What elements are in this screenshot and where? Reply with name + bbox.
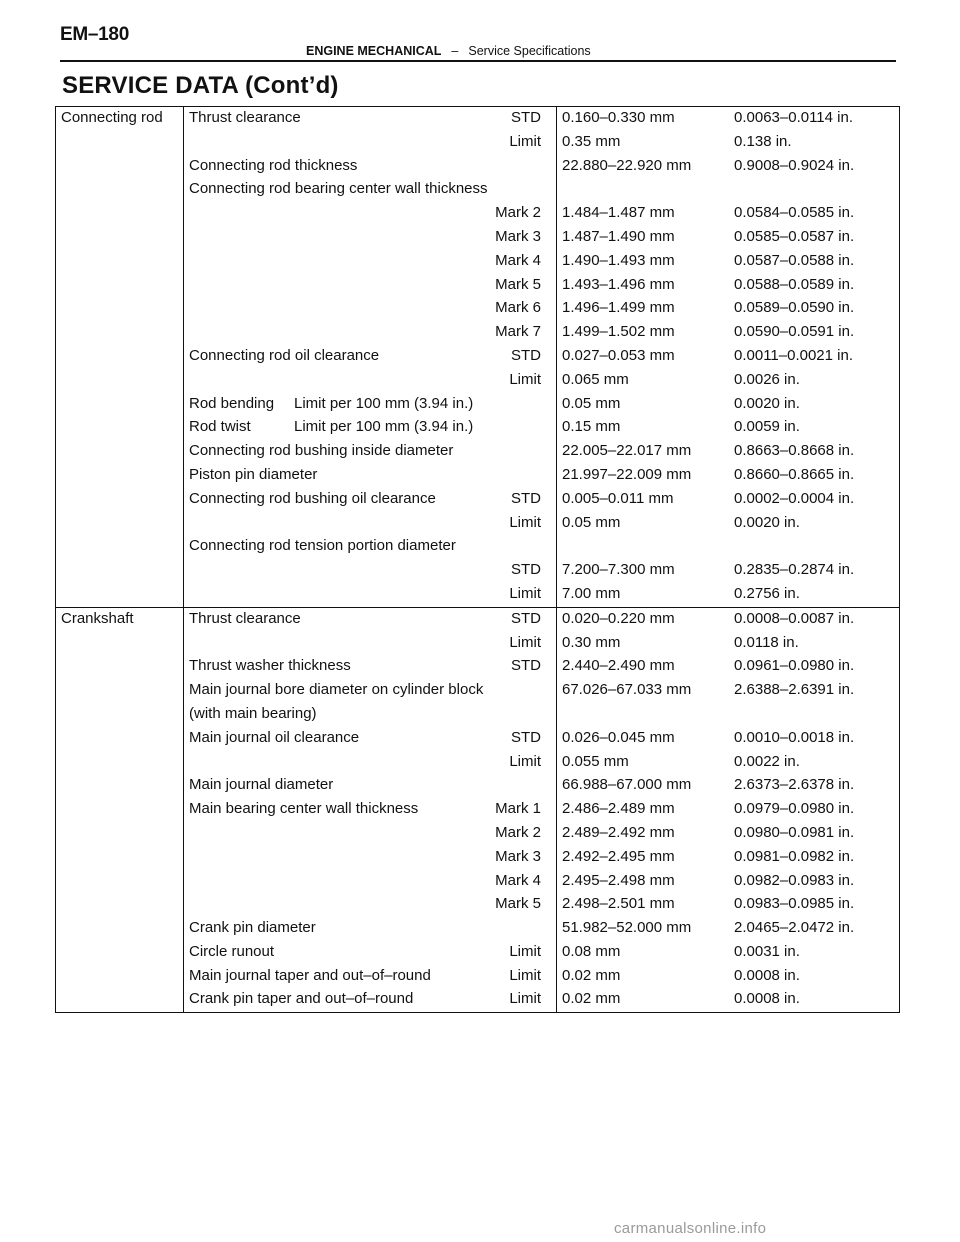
item-label: Thrust clearance [189, 109, 301, 126]
item-qualifier: Limit [509, 990, 541, 1008]
value-row [557, 512, 899, 536]
value-row [557, 917, 899, 941]
item-qualifier: Limit [509, 633, 541, 651]
item-label: Circle runout [189, 942, 275, 960]
value-row [557, 131, 899, 155]
section-category: Connecting rod [56, 107, 184, 607]
value-imperial: 0.0011–0.0021 in. [734, 346, 853, 364]
value-imperial: 0.0980–0.0981 in. [734, 823, 855, 841]
value-imperial: 0.138 in. [734, 132, 792, 150]
table-row [184, 608, 556, 632]
item-label: Thrust washer thickness [189, 657, 351, 675]
table-row [184, 703, 556, 727]
item-qualifier: Limit [509, 752, 541, 770]
value-metric: 51.982–52.000 mm [562, 919, 692, 937]
value-metric: 66.988–67.000 mm [562, 776, 692, 794]
table-row [184, 632, 556, 656]
value-row [557, 559, 899, 583]
table-row [184, 416, 556, 440]
table-row [184, 321, 556, 345]
value-imperial: 0.0982–0.0983 in. [734, 871, 855, 889]
table-row [184, 107, 556, 131]
value-imperial: 0.0584–0.0585 in. [734, 204, 855, 222]
value-metric: 0.027–0.053 mm [562, 346, 675, 364]
value-imperial: 2.6373–2.6378 in. [734, 776, 855, 794]
value-row [557, 798, 899, 822]
item-label: Connecting rod bearing center wall thickness [189, 180, 488, 198]
value-row [557, 583, 899, 607]
value-row [557, 274, 899, 298]
value-metric: 7.00 mm [562, 584, 621, 602]
value-metric: 0.02 mm [562, 990, 621, 1008]
table-row [184, 893, 556, 917]
value-imperial: 2.0465–2.0472 in. [734, 919, 855, 937]
table-row [184, 727, 556, 751]
table-row [184, 297, 556, 321]
value-imperial: 0.0020 in. [734, 394, 800, 412]
item-qualifier: STD [511, 561, 541, 579]
table-row [184, 774, 556, 798]
value-metric: 67.026–67.033 mm [562, 681, 692, 699]
value-metric: 2.495–2.498 mm [562, 871, 675, 889]
value-row [557, 774, 899, 798]
item-sublabel: Limit per 100 mm (3.94 in.) [294, 418, 474, 436]
item-qualifier: STD [511, 609, 541, 627]
table-row [184, 202, 556, 226]
value-imperial: 0.0020 in. [734, 513, 800, 531]
table-row [184, 870, 556, 894]
item-label: Connecting rod thickness [189, 156, 358, 174]
value-row [557, 155, 899, 179]
value-metric: 1.496–1.499 mm [562, 299, 675, 317]
item-qualifier: Mark 7 [495, 323, 541, 341]
value-metric: 21.997–22.009 mm [562, 465, 692, 483]
value-imperial: 0.0961–0.0980 in. [734, 657, 855, 675]
value-imperial: 0.0118 in. [734, 633, 799, 651]
header-separator: – [451, 44, 459, 58]
value-metric: 2.489–2.492 mm [562, 823, 675, 841]
table-row [184, 679, 556, 703]
value-metric: 0.05 mm [562, 394, 621, 412]
value-imperial: 0.0059 in. [734, 418, 800, 436]
item-label: Piston pin diameter [189, 465, 318, 483]
value-metric: 0.02 mm [562, 966, 621, 984]
value-imperial: 0.0589–0.0590 in. [734, 299, 855, 317]
value-metric: 22.005–22.017 mm [562, 442, 692, 460]
value-imperial: 0.0979–0.0980 in. [734, 800, 855, 818]
value-imperial: 0.0585–0.0587 in. [734, 227, 855, 245]
value-imperial: 0.0022 in. [734, 752, 800, 770]
table-row [184, 155, 556, 179]
page-title: SERVICE DATA (Cont’d) [62, 72, 339, 99]
item-qualifier: Mark 1 [495, 800, 541, 818]
value-metric: 0.055 mm [562, 752, 629, 770]
value-row [557, 941, 899, 965]
value-row [557, 703, 899, 727]
value-row [557, 107, 899, 131]
value-row [557, 965, 899, 989]
table-row [184, 559, 556, 583]
value-imperial: 0.0008 in. [734, 966, 800, 984]
value-imperial: 0.0010–0.0018 in. [734, 728, 855, 746]
item-qualifier: Limit [509, 513, 541, 531]
item-qualifier: STD [511, 109, 541, 126]
page-number: EM–180 [60, 24, 129, 45]
value-imperial: 0.0063–0.0114 in. [734, 109, 853, 126]
value-imperial: 0.0590–0.0591 in. [734, 323, 855, 341]
item-label: (with main bearing) [189, 704, 317, 722]
table-row [184, 846, 556, 870]
value-row [557, 988, 899, 1012]
item-sublabel: Limit per 100 mm (3.94 in.) [294, 394, 474, 412]
item-label: Connecting rod bushing oil clearance [189, 489, 436, 507]
value-imperial: 0.0002–0.0004 in. [734, 489, 855, 507]
value-metric: 2.440–2.490 mm [562, 657, 675, 675]
value-metric: 1.484–1.487 mm [562, 204, 675, 222]
item-qualifier: Mark 3 [495, 847, 541, 865]
value-row [557, 870, 899, 894]
header-rule [60, 60, 896, 62]
table-row [184, 131, 556, 155]
section-category: Crankshaft [56, 608, 184, 1013]
value-row [557, 655, 899, 679]
value-row [557, 608, 899, 632]
value-metric: 22.880–22.920 mm [562, 156, 692, 174]
value-metric: 1.490–1.493 mm [562, 251, 675, 269]
item-qualifier: Mark 4 [495, 251, 541, 269]
item-qualifier: Mark 5 [495, 895, 541, 913]
item-qualifier: Limit [509, 966, 541, 984]
value-imperial: 0.0587–0.0588 in. [734, 251, 855, 269]
item-label: Connecting rod oil clearance [189, 346, 380, 364]
item-label: Thrust clearance [189, 609, 301, 627]
value-row [557, 297, 899, 321]
value-imperial: 0.2835–0.2874 in. [734, 561, 855, 579]
value-metric: 0.005–0.011 mm [562, 489, 674, 507]
value-metric: 1.487–1.490 mm [562, 227, 675, 245]
value-imperial: 0.2756 in. [734, 584, 800, 602]
watermark: carmanualsonline.info [614, 1220, 767, 1237]
item-qualifier: Limit [509, 942, 541, 960]
table-row [184, 440, 556, 464]
value-row [557, 321, 899, 345]
value-imperial: 0.0983–0.0985 in. [734, 895, 855, 913]
table-row [184, 798, 556, 822]
value-imperial: 0.0008–0.0087 in. [734, 609, 855, 627]
item-qualifier: Mark 2 [495, 204, 541, 222]
value-metric: 7.200–7.300 mm [562, 561, 675, 579]
spec-section [56, 607, 899, 1013]
value-metric: 0.020–0.220 mm [562, 609, 675, 627]
item-qualifier: Mark 2 [495, 823, 541, 841]
table-row [184, 464, 556, 488]
item-label: Main journal diameter [189, 776, 334, 794]
value-imperial: 0.0031 in. [734, 942, 800, 960]
value-metric: 1.499–1.502 mm [562, 323, 675, 341]
item-label: Main bearing center wall thickness [189, 800, 419, 818]
item-label: Crank pin taper and out–of–round [189, 990, 414, 1008]
table-row [184, 535, 556, 559]
item-qualifier: STD [511, 657, 541, 675]
value-metric: 0.026–0.045 mm [562, 728, 675, 746]
value-imperial: 0.8663–0.8668 in. [734, 442, 855, 460]
value-row [557, 727, 899, 751]
item-qualifier: Mark 4 [495, 871, 541, 889]
value-column [557, 608, 899, 1013]
value-row [557, 178, 899, 202]
value-metric: 0.08 mm [562, 942, 621, 960]
value-row [557, 226, 899, 250]
table-row [184, 512, 556, 536]
item-label: Connecting rod tension portion diameter [189, 537, 456, 555]
header-subsection: Service Specifications [468, 44, 591, 58]
value-imperial: 0.0026 in. [734, 370, 800, 388]
table-row [184, 941, 556, 965]
item-qualifier: Mark 3 [495, 227, 541, 245]
value-imperial: 0.0588–0.0589 in. [734, 275, 855, 293]
value-row [557, 679, 899, 703]
value-row [557, 345, 899, 369]
value-row [557, 250, 899, 274]
value-row [557, 822, 899, 846]
table-row [184, 751, 556, 775]
value-row [557, 416, 899, 440]
item-qualifier: STD [511, 346, 541, 364]
item-qualifier: Limit [509, 584, 541, 602]
table-row [184, 917, 556, 941]
item-qualifier: STD [511, 489, 541, 507]
value-metric: 2.492–2.495 mm [562, 847, 675, 865]
value-metric: 0.15 mm [562, 418, 621, 436]
value-imperial: 0.0008 in. [734, 990, 800, 1008]
value-metric: 0.35 mm [562, 132, 621, 150]
table-row [184, 274, 556, 298]
value-metric: 1.493–1.496 mm [562, 275, 675, 293]
item-qualifier: Limit [509, 132, 541, 150]
table-row [184, 393, 556, 417]
spec-section [56, 107, 899, 607]
value-row [557, 535, 899, 559]
table-row [184, 583, 556, 607]
table-row [184, 488, 556, 512]
value-imperial: 0.9008–0.9024 in. [734, 156, 855, 174]
value-imperial: 2.6388–2.6391 in. [734, 681, 855, 699]
value-metric: 2.498–2.501 mm [562, 895, 675, 913]
table-row [184, 226, 556, 250]
item-label: Main journal taper and out–of–round [189, 966, 431, 984]
item-label: Connecting rod bushing inside diameter [189, 442, 454, 460]
table-row [184, 822, 556, 846]
table-row [184, 988, 556, 1012]
table-row [184, 178, 556, 202]
header-section: ENGINE MECHANICAL [306, 44, 442, 58]
value-row [557, 464, 899, 488]
item-qualifier: Limit [509, 370, 541, 388]
running-header [306, 44, 591, 58]
value-row [557, 440, 899, 464]
item-qualifier: Mark 5 [495, 275, 541, 293]
value-column [557, 107, 899, 607]
item-qualifier: Mark 6 [495, 299, 541, 317]
value-metric: 0.065 mm [562, 370, 629, 388]
value-row [557, 846, 899, 870]
table-row [184, 250, 556, 274]
value-row [557, 893, 899, 917]
value-metric: 2.486–2.489 mm [562, 800, 675, 818]
value-metric: 0.30 mm [562, 633, 621, 651]
value-row [557, 632, 899, 656]
item-label: Rod bending [189, 394, 275, 412]
value-row [557, 202, 899, 226]
value-row [557, 393, 899, 417]
spec-table [55, 106, 900, 1013]
value-imperial: 0.0981–0.0982 in. [734, 847, 855, 865]
value-row [557, 369, 899, 393]
item-column [184, 608, 557, 1013]
value-row [557, 751, 899, 775]
item-label: Crank pin diameter [189, 919, 316, 937]
table-row [184, 655, 556, 679]
value-metric: 0.160–0.330 mm [562, 109, 675, 126]
item-label: Rod twist [189, 418, 251, 436]
item-column [184, 107, 557, 607]
item-qualifier: STD [511, 728, 541, 746]
item-label: Main journal oil clearance [189, 728, 360, 746]
value-metric: 0.05 mm [562, 513, 621, 531]
value-row [557, 488, 899, 512]
table-row [184, 345, 556, 369]
item-label: Main journal bore diameter on cylinder block [189, 681, 484, 699]
value-imperial: 0.8660–0.8665 in. [734, 465, 855, 483]
table-row [184, 369, 556, 393]
table-row [184, 965, 556, 989]
